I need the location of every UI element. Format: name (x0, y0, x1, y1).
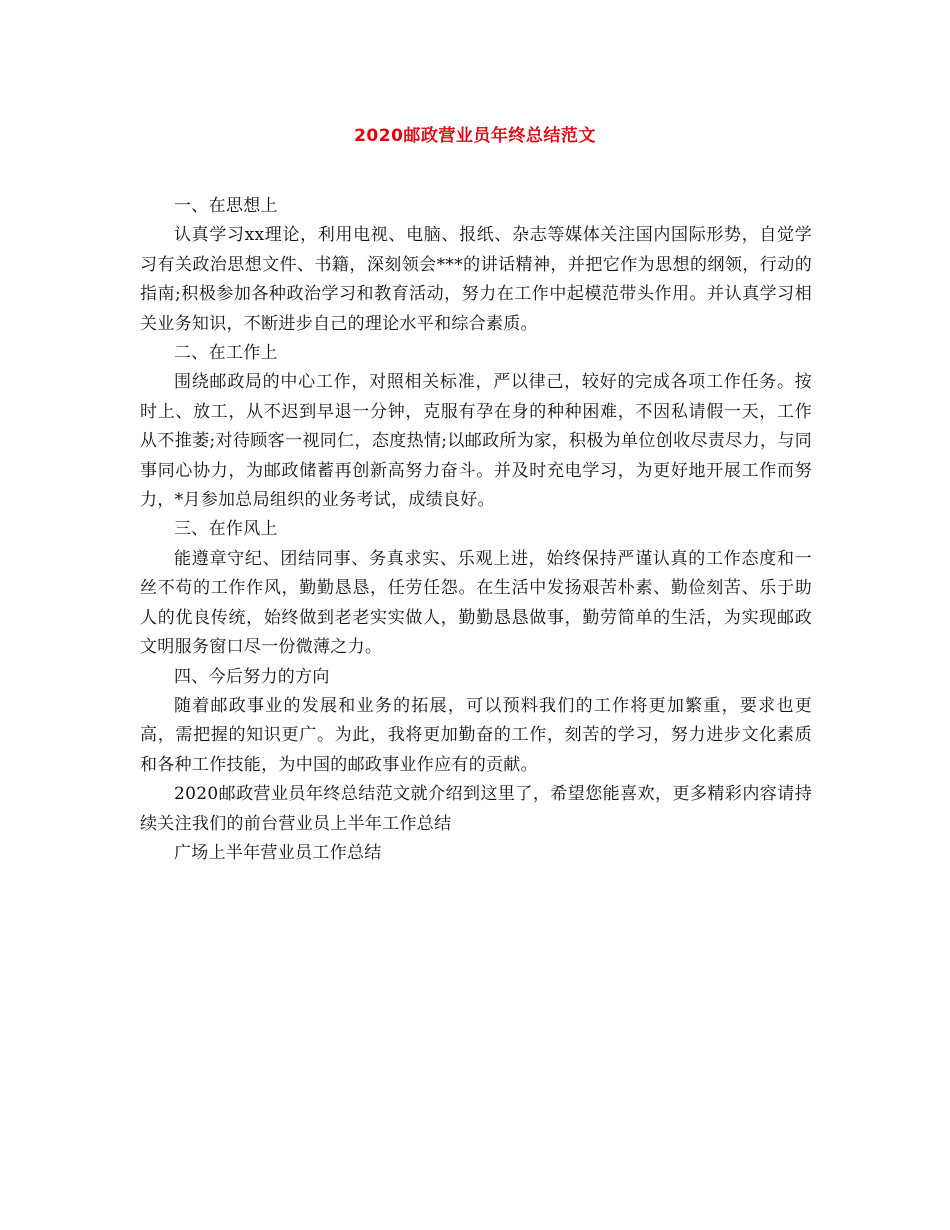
section-heading: 一、在思想上 (174, 196, 278, 216)
section-heading: 二、在工作上 (174, 343, 278, 364)
related-article-link: 广场上半年营业员工作总结 (174, 842, 382, 863)
closing-paragraph: 2020邮政营业员年终总结范文就介绍到这里了，希望您能喜欢，更多精彩内容请持续关注我们的前台营业员上半年工作总结 (140, 784, 812, 834)
section-paragraph: 能遵章守纪、团结同事、务真求实、乐观上进，始终保持严谨认真的工作态度和一丝不苟的工作作风，勤勤恳恳，任劳任怨。在生活中发扬艰苦朴素、勤俭刻苦、乐于助人的优良传统，始终做到老老实实做人，勤勤恳恳做事，勤劳简单的生活，为实现邮政文明服务窗口尽一份微薄之力。 (140, 548, 812, 658)
section-heading: 三、在作风上 (174, 519, 278, 540)
document-title: 2020邮政营业员年终总结范文 (354, 126, 596, 146)
section-paragraph: 围绕邮政局的中心工作，对照相关标准，严以律己，较好的完成各项工作任务。按时上、放工，从不迟到早退一分钟，克服有孕在身的种种困难，不因私请假一天，工作从不推萎;对待顾客一视同仁，态度热情;以邮政所为家，积极为单位创收尽责尽力，与同事同心协力，为邮政储蓄再创新高努力奋斗。并及时充电学习，为更好地开展工作而努力，*月参加总局组织的业务考试，成绩良好。 (140, 372, 812, 511)
section-paragraph: 认真学习xx理论，利用电视、电脑、报纸、杂志等媒体关注国内国际形势，自觉学习有关政治思想文件、书籍，深刻领会***的讲话精神，并把它作为思想的纲领，行动的指南;积极参加各种政治学习和教育活动，努力在工作中起模范带头作用。并认真学习相关业务知识，不断进步自己的理论水平和综合素质。 (140, 225, 812, 334)
section-heading: 四、今后努力的方向 (174, 666, 330, 687)
section-paragraph: 随着邮政事业的发展和业务的拓展，可以预料我们的工作将更加繁重，要求也更高，需把握的知识更广。为此，我将更加勤奋的工作，刻苦的学习，努力进步文化素质和各种工作技能，为中国的邮政事业作应有的贡献。 (140, 695, 812, 775)
document-body (140, 192, 812, 868)
